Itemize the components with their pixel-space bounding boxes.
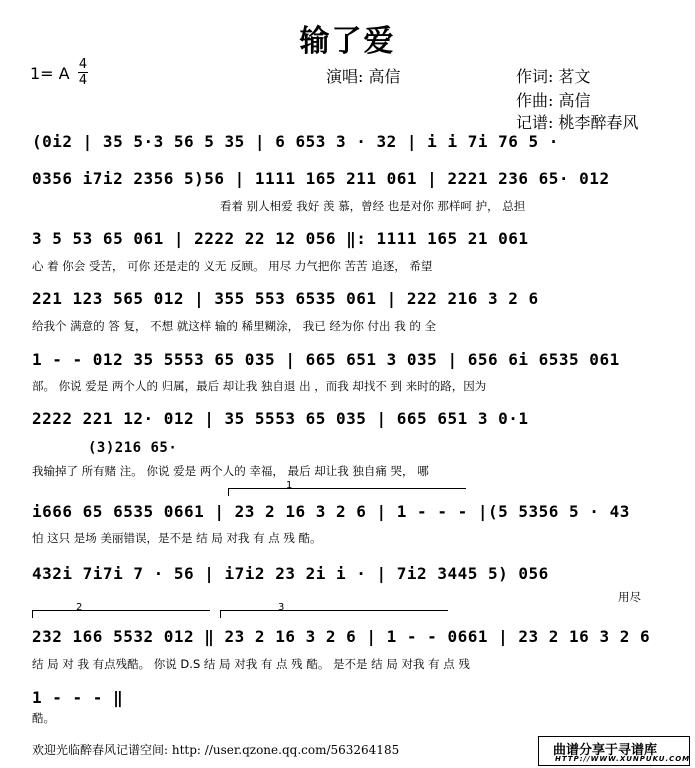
notation-row-3: 3 5 53 65 061 | 2222 22 12 056 ‖: 1111 165 21 061 — [32, 229, 529, 248]
song-title: 输了爱 — [299, 24, 396, 59]
notation-row-9: 232 166 5532 012 ‖ 23 2 16 3 2 6 | 1 - - 0661 | 23 2 16 3 2 6 — [32, 627, 651, 646]
notation-row-2: 0356 i7i2 2356 5)56 | 1111 165 211 061 | 2221 236 65· 012 — [32, 169, 610, 188]
volta-2-label: 2 — [76, 602, 83, 613]
time-signature — [78, 58, 88, 87]
composer-credit: 作曲: 高信 — [516, 91, 591, 110]
lyrics-row-3: 心 着 你会 受苦， 可你 还是走的 义无 反顾。 用尽 力气把你 苦苦 追逐， 希望 — [32, 259, 433, 273]
transcriber-credit: 记谱: 桃李醉春风 — [516, 113, 639, 132]
watermark-text: 曲谱分享于寻谱库 — [553, 743, 658, 758]
lyrics-row-6: 我输掉了 所有赌 注。 你说 爱是 两个人的 幸福， 最后 却让我 独自痛 哭， 哪 — [32, 464, 429, 478]
notation-row-5: 1 - - 012 35 5553 65 035 | 665 651 3 035 | 656 6i 6535 061 — [32, 350, 620, 369]
volta-1-bracket-start — [228, 488, 229, 496]
time-signature-numerator: 4 — [78, 57, 88, 72]
volta-1-label: 1 — [286, 480, 293, 491]
lyrics-row-2: 看着 别人相爱 我好 羡 慕，曾经 也是对你 那样呵 护， 总担 — [220, 199, 526, 213]
watermark-box — [538, 736, 690, 766]
lyrics-row-4: 给我个 满意的 答 复， 不想 就这样 输的 稀里糊涂， 我已 经为你 付出 我 的 全 — [32, 319, 437, 333]
lyricist-credit: 作词: 茗文 — [516, 67, 591, 86]
lyrics-row-7: 怕 这只 是场 美丽错误，是不是 结 局 对我 有 点 残 酷。 — [32, 531, 322, 545]
lyrics-row-8: 用尽 — [618, 590, 641, 604]
notation-row-1: (0i2 | 35 5·3 56 5 35 | 6 653 3 · 32 | i i 7i 76 5 · — [32, 132, 559, 151]
alternate-ending-notation: (3)216 65· — [88, 440, 178, 456]
lyrics-row-9: 结 局 对 我 有点残酷。 你说 D.S 结 局 对我 有 点 残 酷。 是不是 结 局 对我 有 点 残 — [32, 657, 470, 671]
time-signature-denominator: 4 — [78, 73, 88, 88]
volta-1-bracket — [228, 488, 466, 489]
key-signature: 1= A — [30, 64, 70, 83]
volta-3-bracket-start — [220, 610, 221, 618]
volta-2-bracket — [32, 610, 210, 611]
singer-credit: 演唱: 高信 — [326, 67, 401, 86]
notation-row-10: 1 - - - ‖ — [32, 688, 124, 707]
footer-credit: 欢迎光临醉春风记谱空间: http: //user.qzone.qq.com/563264185 — [32, 743, 400, 757]
notation-row-4: 221 123 565 012 | 355 553 6535 061 | 222 216 3 2 6 — [32, 289, 539, 308]
lyrics-row-10: 酷。 — [32, 711, 55, 725]
notation-row-8: 432i 7i7i 7 · 56 | i7i2 23 2i i · | 7i2 3445 5) 056 — [32, 564, 549, 583]
volta-3-label: 3 — [278, 602, 285, 613]
notation-row-6: 2222 221 12· 012 | 35 5553 65 035 | 665 651 3 0·1 — [32, 409, 529, 428]
volta-3-bracket — [220, 610, 448, 611]
lyrics-row-5: 部。 你说 爱是 两个人的 归属，最后 却让我 独自退 出 ，而我 却找不 到 来时的路，因为 — [32, 379, 487, 393]
volta-2-bracket-start — [32, 610, 33, 618]
notation-row-7: i666 65 6535 0661 | 23 2 16 3 2 6 | 1 - - - |(5 5356 5 · 43 — [32, 502, 630, 521]
watermark-url: HTTP://WWW.XUNPUKU.COM — [555, 755, 691, 763]
